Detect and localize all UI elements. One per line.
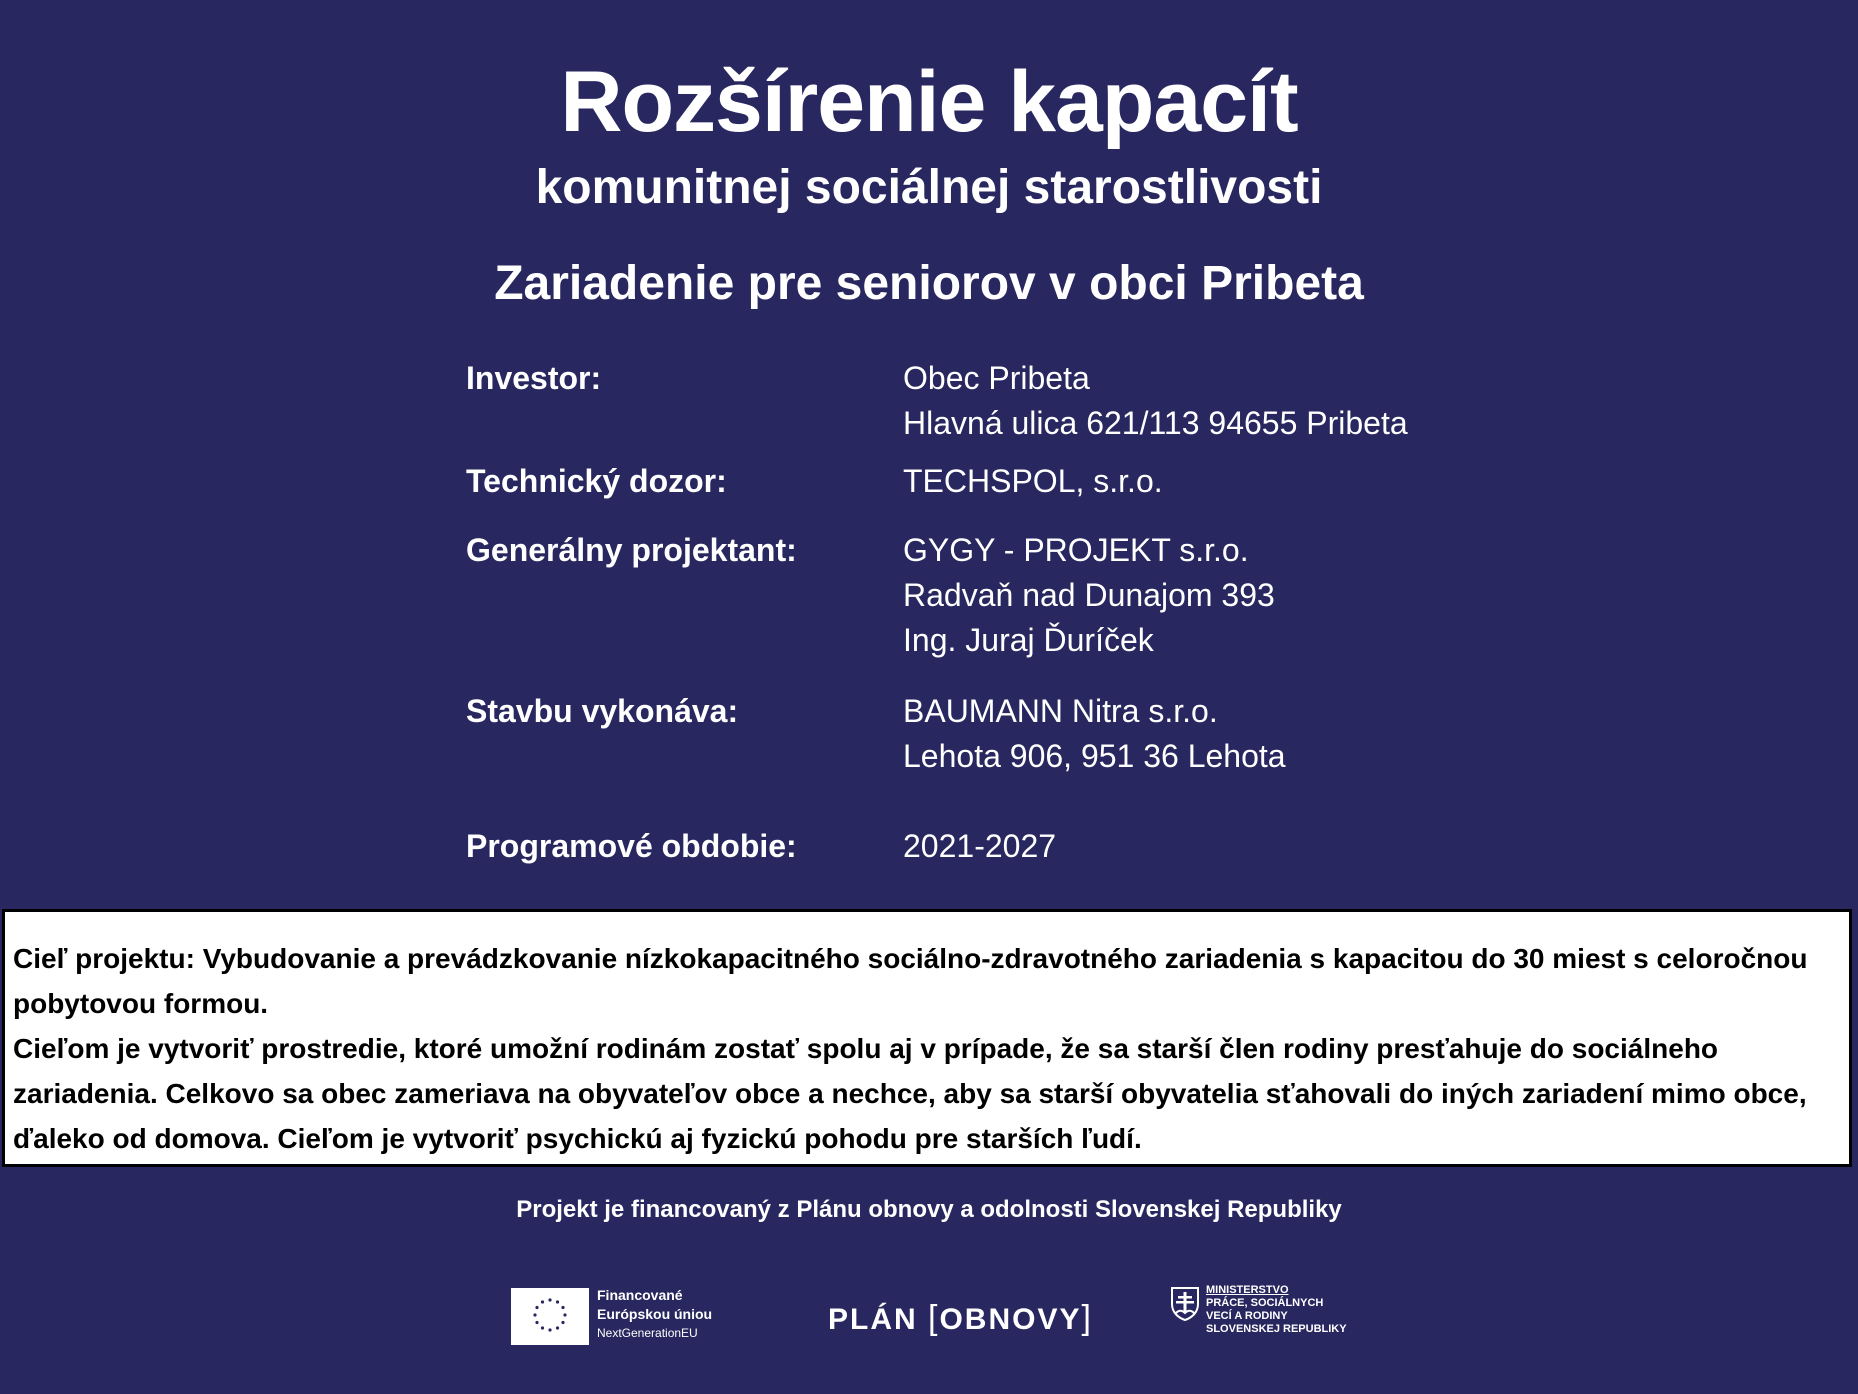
project-goal-box [2,909,1852,1167]
ministry-logo-text [1206,1284,1376,1336]
period-values [903,824,1056,869]
contractor-values [903,689,1286,779]
slovak-crest-icon [1170,1286,1200,1327]
eu-line-2: Európskou úniou [597,1306,713,1322]
period-label: Programové obdobie: [466,828,797,864]
plan-obnovy-logo [828,1298,1093,1340]
plan-bracket-close: ] [1081,1299,1093,1337]
investor-values [903,356,1408,446]
ministry-line-3: VECÍ A RODINY [1206,1310,1288,1322]
logo-strip [0,1280,1858,1360]
investor-label: Investor: [466,360,602,396]
eu-flag-icon [511,1288,589,1345]
investor-address: Hlavná ulica 621/113 94655 Pribeta [903,405,1408,441]
contractor-address: Lehota 906, 951 36 Lehota [903,738,1286,774]
plan-word-1: PLÁN [828,1303,918,1336]
goal-paragraph-1: Cieľ projektu: Vybudovanie a prevádzkovanie nízkokapacitného sociálno-zdravotného zariadenia s kapacitou do 30 miest s celoročnou pobytovou formou. [13,943,1808,1019]
eu-logo-text [597,1286,757,1343]
supervision-values [903,459,1163,504]
investor-name: Obec Pribeta [903,360,1090,396]
plan-word-2: OBNOVY [939,1303,1082,1336]
page-title: Rozšírenie kapacít [560,54,1298,150]
eu-line-3: NextGenerationEU [597,1326,698,1340]
page-subtitle: komunitnej sociálnej starostlivosti [535,161,1323,214]
project-name: Zariadenie pre seniorov v obci Pribeta [494,257,1364,310]
ministry-line-1: MINISTERSTVO [1206,1284,1289,1296]
ministry-line-2: PRÁCE, SOCIÁLNYCH [1206,1297,1324,1309]
designer-address: Radvaň nad Dunajom 393 [903,577,1275,613]
designer-person: Ing. Juraj Ďuríček [903,622,1154,658]
designer-values [903,528,1275,663]
contractor-name: BAUMANN Nitra s.r.o. [903,693,1218,729]
plan-bracket-open: [ [928,1299,940,1337]
designer-label: Generálny projektant: [466,532,797,568]
funding-note: Projekt je financovaný z Plánu obnovy a odolnosti Slovenskej Republiky [516,1196,1342,1223]
designer-name: GYGY - PROJEKT s.r.o. [903,532,1249,568]
contractor-label: Stavbu vykonáva: [466,693,739,729]
ministry-line-4: SLOVENSKEJ REPUBLIKY [1206,1323,1347,1335]
supervision-label: Technický dozor: [466,463,727,499]
supervision-name: TECHSPOL, s.r.o. [903,463,1163,499]
period-value: 2021-2027 [903,828,1057,864]
goal-paragraph-2: Cieľom je vytvoriť prostredie, ktoré umožní rodinám zostať spolu aj v prípade, že sa starší člen rodiny presťahuje do sociálneho zariadenia. Celkovo sa obec zameriava na obyvateľov obce a nechce, aby sa starší obyvatelia sťahovali do iných zariadení mimo obce, ďaleko od domova. Cieľom je vytvoriť psychickú aj fyzickú pohodu pre starších ľudí. [13,1033,1807,1154]
eu-line-1: Financované [597,1287,683,1303]
